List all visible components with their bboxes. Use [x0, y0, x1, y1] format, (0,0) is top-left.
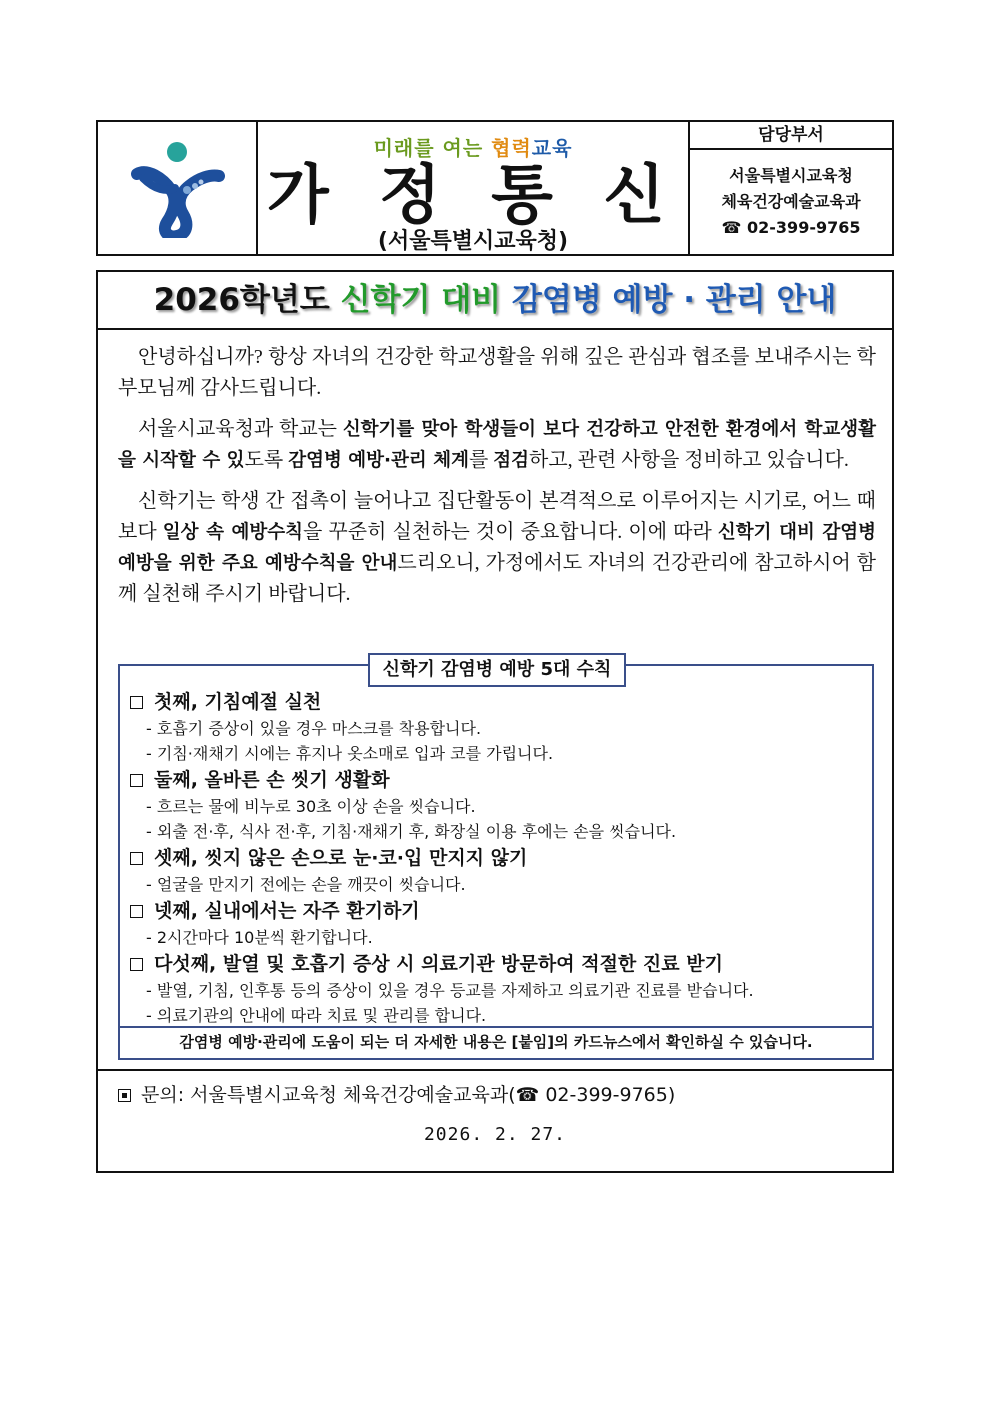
checkbox-square-icon [130, 774, 143, 787]
rule-detail: - 얼굴을 만지기 전에는 손을 깨끗이 씻습니다. [146, 875, 466, 894]
rules-list [130, 688, 862, 1028]
issue-date: 2026. 2. 27. [423, 1124, 567, 1145]
paragraph-rules-intro [118, 486, 876, 610]
rule-head-text: 첫째, 기침예절 실천 [154, 691, 322, 713]
banner-title [98, 272, 892, 330]
newsletter-subtitle: (서울특별시교육청) [377, 229, 569, 254]
contact-text: 문의: 서울특별시교육청 체육건강예술교육과(☎ 02-399-9765) [141, 1084, 676, 1106]
p2g: 하고, 관련 사항을 정비하고 있습니다. [529, 449, 849, 471]
rule-head-4 [130, 897, 862, 925]
checkbox-square-icon [130, 905, 143, 918]
body-text [118, 342, 876, 620]
header-box [96, 120, 894, 256]
slogan [258, 132, 688, 161]
rule-detail: - 외출 전·후, 식사 전·후, 기침·재채기 후, 화장실 이용 후에는 손을 씻습니다. [146, 822, 677, 841]
main-box [96, 270, 894, 1173]
p3b: 일상 속 예방수칙 [162, 522, 303, 543]
p3c: 을 꾸준히 실천하는 것이 중요합니다. 이에 따라 [302, 521, 718, 543]
slogan-part2: 협력 [491, 136, 532, 160]
slogan-part1: 미래를 여는 [373, 136, 492, 160]
p3a: 신학기는 학생 간 접촉이 늘어나고 집단활동이 본격적으로 이루어지는 시기로, 어느 때보다 [118, 490, 876, 543]
checkbox-square-icon [130, 852, 143, 865]
department-label: 담당부서 [690, 122, 892, 150]
checkbox-square-icon [130, 958, 143, 971]
rule-head-text: 넷째, 실내에서는 자주 환기하기 [154, 900, 420, 922]
rule-head-1 [130, 688, 862, 716]
p2e: 를 [468, 449, 494, 471]
department-phone-line [722, 215, 861, 241]
title-cell [258, 122, 690, 254]
divider [98, 1069, 892, 1071]
p2c: 도록 [244, 449, 289, 471]
rule-head-text: 둘째, 올바른 손 씻기 생활화 [154, 769, 390, 791]
department-org: 서울특별시교육청 [729, 166, 853, 185]
rule-head-text: 다섯째, 발열 및 호흡기 증상 시 의료기관 방문하여 적절한 진료 받기 [154, 953, 723, 975]
banner-year: 2026학년도 [153, 282, 341, 318]
department-info [690, 150, 892, 254]
checkbox-square-icon [130, 696, 143, 709]
rules-box [118, 659, 874, 1060]
rules-footer-note: 감염병 예방·관리에 도움이 되는 더 자세한 내용은 [붙임]의 카드뉴스에서 확인하실 수 있습니다. [120, 1026, 872, 1058]
newsletter-title: 가 정 통 신 [266, 159, 680, 233]
p2d: 감염병 예방·관리 체계 [288, 450, 469, 471]
rule-detail: - 의료기관의 안내에 따라 치료 및 관리를 합니다. [146, 1006, 487, 1025]
rule-head-3 [130, 844, 862, 872]
p3d: 신학기 대비 감염병 예방을 위한 주요 예방수칙을 안내 [118, 522, 876, 574]
rule-head-5 [130, 950, 862, 978]
department-cell [690, 122, 892, 254]
logo-cell [98, 122, 258, 254]
contact-line [118, 1082, 675, 1108]
square-bullet-icon [118, 1089, 131, 1102]
department-name: 체육건강예술교육과 [721, 192, 861, 211]
rules-title: 신학기 감염병 예방 5대 수칙 [368, 653, 626, 687]
banner-green: 신학기 대비 [340, 282, 512, 318]
p3e: 드리오니, 가정에서도 자녀의 건강관리에 참고하시어 함께 실천해 주시기 바랍니다. [118, 552, 876, 605]
telephone-icon: ☎ [721, 218, 742, 237]
rule-detail: - 흐르는 물에 비누로 30초 이상 손을 씻습니다. [146, 797, 476, 816]
rule-detail: - 2시간마다 10분씩 환기합니다. [146, 928, 373, 947]
p2f: 점검 [493, 450, 530, 471]
p2b: 신학기를 맞아 학생들이 보다 건강하고 안전한 환경에서 학교생활을 시작할 수 있 [118, 419, 877, 471]
rule-detail: - 기침·재채기 시에는 휴지나 옷소매로 입과 코를 가립니다. [146, 744, 554, 763]
department-phone: 02-399-9765 [747, 218, 861, 237]
banner-blue: 감염병 예방 · 관리 안내 [511, 282, 837, 318]
paragraph-greeting: 안녕하십니까? 항상 자녀의 건강한 학교생활을 위해 깊은 관심과 협조를 보내주시는 학부모님께 감사드립니다. [118, 346, 876, 399]
rule-head-text: 셋째, 씻지 않은 손으로 눈·코·입 만지지 않기 [154, 847, 528, 869]
slogan-part3: 교육 [531, 136, 573, 160]
rule-detail: - 호흡기 증상이 있을 경우 마스크를 착용합니다. [146, 719, 482, 738]
seoul-education-logo-icon [129, 138, 225, 238]
paragraph-school-prep [118, 414, 876, 476]
rule-head-2 [130, 766, 862, 794]
p2a: 서울시교육청과 학교는 [138, 418, 343, 440]
rule-detail: - 발열, 기침, 인후통 등의 증상이 있을 경우 등교를 자제하고 의료기관 진료를 받습니다. [146, 981, 754, 1000]
